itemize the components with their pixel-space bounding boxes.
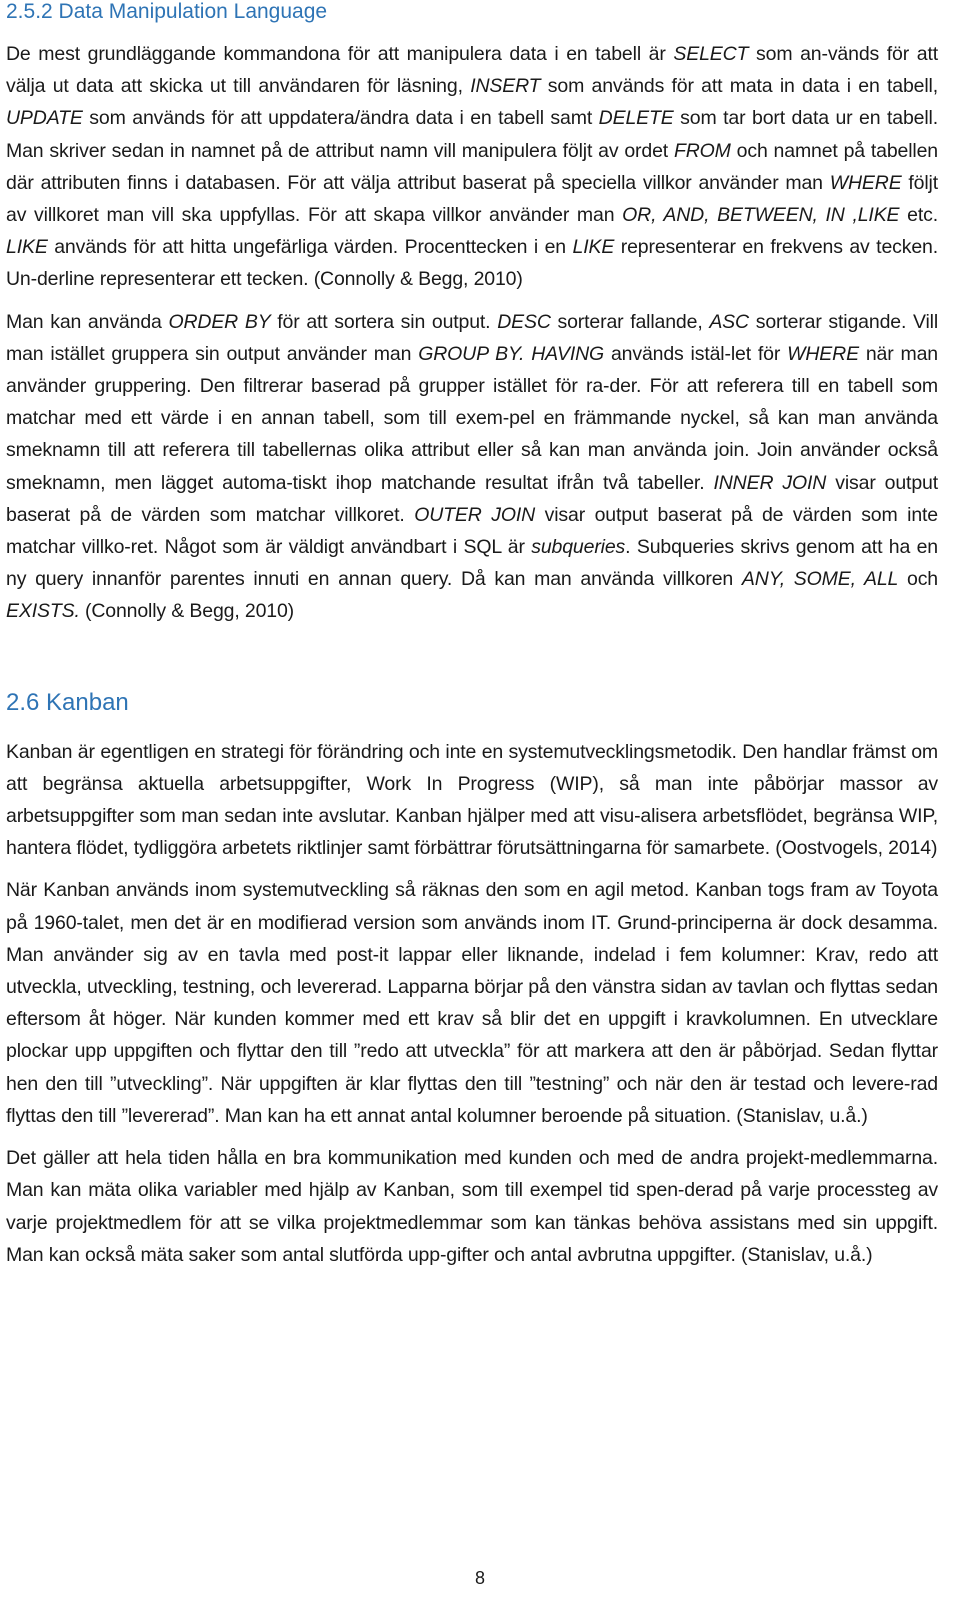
paragraph-kanban-3 — [6, 1142, 938, 1271]
italic-term: HAVING — [531, 342, 605, 365]
italic-term: DELETE — [598, 107, 674, 130]
text-run: används för att hitta ungefärliga värden. Procenttecken i en — [47, 236, 573, 259]
text-run: och namnet på tabellen där attributen finns i databasen. För att välja attribut baserat på speciella villkor använder man — [6, 139, 938, 194]
italic-term: EXISTS. — [6, 600, 80, 623]
paragraph-kanban-2 — [6, 874, 938, 1132]
paragraph-dml-2 — [6, 306, 938, 628]
text-run: som används för att uppdatera/ändra data i en tabell samt — [82, 107, 599, 130]
text-run: följt av villkoret man vill ska uppfyllas. För att skapa villkor använder man — [6, 171, 938, 227]
text-run: (Connolly & Begg, 2010) — [79, 600, 295, 623]
text-run: representerar en frekvens av tecken. Un-derline representerar ett tecken. (Connolly & Begg, 2010) — [6, 236, 939, 291]
page-number: 8 — [474, 1568, 485, 1588]
text-run: sorterar fallande, — [550, 310, 710, 333]
italic-term: FROM — [673, 139, 731, 162]
text-run: Man kan använda — [6, 310, 169, 333]
italic-term: WHERE — [787, 342, 859, 365]
italic-term: LIKE — [572, 236, 615, 259]
italic-term: ANY, SOME, ALL — [741, 568, 899, 591]
italic-term: OR, AND, BETWEEN, IN ,LIKE — [622, 204, 900, 227]
text-run: när man använder gruppering. Den filtrerar baserad på grupper istället för ra-der. För att referera till en tabell som matchar med ett värde i en annan tabell, som till exem-pel en främmande nyckel, så kan man använda smeknamn till att referera till tabellernas olika attribut eller så kan man använda join. Join använder också smeknamn, men lägget automa-tiskt ihop matchande resultat ifrån två tabeller. — [6, 342, 938, 494]
text-run: för att sortera sin output. — [270, 310, 498, 333]
italic-term: UPDATE — [6, 107, 83, 130]
italic-term: ORDER BY — [168, 310, 271, 333]
italic-term: DESC — [497, 310, 551, 333]
text-run: och — [898, 568, 938, 591]
text-run: . Subqueries skrivs genom att ha en ny query innanför parentes innuti en annan query. Då kan man använda villkoren — [6, 536, 938, 591]
text-run: sorterar stigande. Vill man istället gruppera sin output använder man — [6, 310, 939, 365]
text-run: När Kanban används inom systemutveckling så räknas den som en agil metod. Kanban togs fram av Toyota på 1960-talet, men det är en modifierad version som används inom IT. Grund-principerna är dock desamma. Man använder sig av en tavla med post-it lappar eller liknande, indelad i fem kolumner: Krav, redo att utveckla, utveckling, testning, och levererad. Lapparna börjar på den vänstra sidan av tavlan och flyttas sedan eftersom åt höger. När kunden kommer med ett krav så blir det en uppgift i kravkolumnen. En utvecklare plockar upp uppgiften och flyttar den till ”redo att utveckla” för att markera att den är påbörjad. Sedan flyttar hen den till ”utveckling”. När uppgiften är klar flyttas den till ”testning” och när den är testad och levere-rad flyttas den till ”levererad”. Man kan ha ett annat antal kolumner beroende på situation. (Stanislav, u.å.) — [6, 879, 938, 1127]
italic-term: subqueries — [531, 536, 626, 559]
text-run: Det gäller att hela tiden hålla en bra kommunikation med kunden och med de andra projekt-medlemmarna. Man kan mäta olika variabler med hjälp av Kanban, som till exempel tid spen-derad på varje processteg av varje projektmedlem för att se vilka projektmedlemmar som kan tänkas behöva assistans med sin uppgift. Man kan också mäta saker som antal slutförda upp-gifter och antal avbrutna uppgifter. (Stanislav, u.å.) — [6, 1147, 938, 1266]
text-run: etc. — [899, 204, 938, 227]
text-run: som an-vänds för att välja ut data att skicka ut till användaren för läsning, — [6, 43, 938, 98]
text-run: De mest grundläggande kommandona för att manipulera data i en tabell är — [6, 43, 674, 65]
paragraph-dml-1 — [6, 38, 938, 296]
italic-term: GROUP BY. — [418, 342, 525, 365]
italic-term: INSERT — [470, 75, 541, 98]
text-run: visar output baserat på de värden som matchar villkoret. — [6, 471, 938, 526]
italic-term: ASC — [709, 310, 749, 333]
section-heading-26: 2.6 Kanban — [6, 688, 129, 716]
italic-term: SELECT — [673, 43, 749, 65]
text-run: som används för att mata in data i en tabell, — [540, 75, 938, 98]
text-run: som tar bort data ur en tabell. Man skriver sedan in namnet på de attribut namn vill manipulera följt av ordet — [6, 107, 938, 162]
italic-term: OUTER JOIN — [414, 503, 536, 526]
document-page — [6, 0, 938, 1271]
italic-term: LIKE — [6, 236, 48, 259]
text-run: visar output baserat på de värden som inte matchar villko-ret. Något som är väldigt användbart i SQL är — [6, 503, 938, 559]
section-heading-252: 2.5.2 Data Manipulation Language — [6, 0, 328, 23]
text-run: används istäl-let för — [604, 342, 788, 365]
italic-term: WHERE — [829, 171, 902, 194]
text-run: Kanban är egentligen en strategi för förändring och inte en systemutvecklingsmetodik. Den handlar främst om att begränsa aktuella arbetsuppgifter, Work In Progress (WIP), så man inte påbörjar massor av arbetsuppgifter som man sedan inte avslutar. Kanban hjälper med att visu-alisera arbetsflödet, begränsa WIP, hantera flödet, tydliggöra arbetets riktlinjer samt förbättrar förutsättningarna för samarbete. (Oostvogels, 2014) — [6, 740, 938, 860]
italic-term: INNER JOIN — [713, 471, 827, 494]
paragraph-kanban-1 — [6, 736, 938, 865]
